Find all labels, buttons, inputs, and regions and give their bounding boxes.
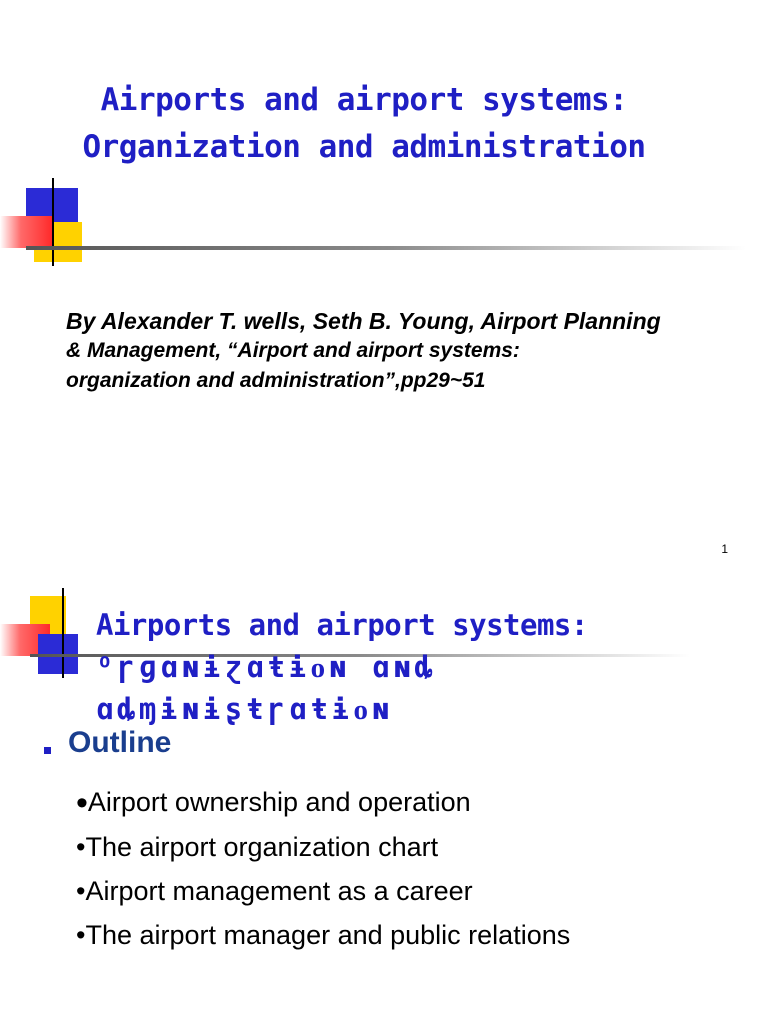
slide-2-title-line-3: ɑȡɱɨɴɨʂŧɼɑŧɨᴏɴ [96, 692, 394, 727]
citation-line-3: organization and administration”,pp29~51 [66, 369, 486, 392]
bullet-icon: • [76, 920, 86, 950]
slide-1-title-line-1: Airports and airport systems: [100, 81, 628, 118]
slide-2-title-line-1: Airports and airport systems: [96, 608, 588, 643]
list-item [76, 869, 756, 913]
bullet-icon: • [76, 876, 86, 906]
slide-1-title-rule [26, 246, 746, 250]
citation-line-2: & Management, “Airport and airport systems: [66, 339, 520, 362]
slide-2-title [96, 604, 736, 730]
square-bullet-icon [44, 747, 51, 754]
list-item-text: Airport ownership and operation [87, 787, 471, 817]
list-item-text: The airport organization chart [85, 832, 439, 862]
slide-2 [0, 562, 768, 1024]
vertical-line [52, 178, 54, 266]
bullet-icon: • [76, 784, 88, 822]
slide-2-title-line-2: ᴼɼɡɑɴɨɀɑŧɨᴏɴ ɑɴȡ [96, 650, 437, 685]
slide-1-citation [66, 306, 746, 396]
outline-list [76, 780, 756, 957]
outline-label: Outline [68, 726, 172, 759]
slide-1-title [0, 77, 728, 171]
page-number: 1 [721, 542, 728, 556]
list-item-text: The airport manager and public relations [85, 920, 571, 950]
red-square [0, 216, 52, 248]
list-item [76, 780, 756, 825]
citation-line-1: By Alexander T. wells, Seth B. Young, Airport Planning [66, 308, 661, 334]
slide-1-title-line-2: Organization and administration [82, 128, 646, 165]
bullet-icon: • [76, 832, 86, 862]
vertical-line [62, 588, 64, 678]
list-item [76, 825, 756, 869]
list-item-text: Airport management as a career [85, 876, 473, 906]
list-item [76, 913, 756, 957]
